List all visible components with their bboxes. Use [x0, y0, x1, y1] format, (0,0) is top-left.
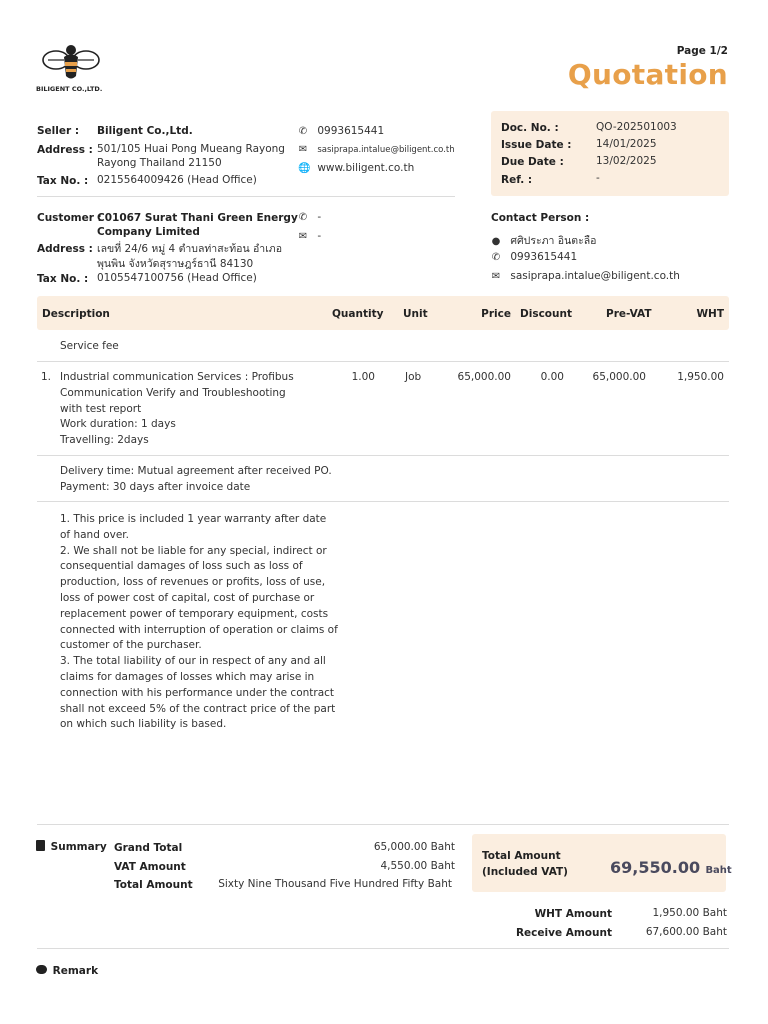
seller-address-line1: 501/105 Huai Pong Mueang Rayong	[97, 143, 285, 155]
divider	[37, 455, 729, 456]
phone-icon: ✆	[298, 212, 308, 223]
item-wht: 1,950.00	[677, 371, 724, 383]
envelope-icon: ✉	[491, 271, 501, 282]
seller-phone-row	[298, 125, 384, 137]
phone-icon: ✆	[491, 252, 501, 263]
item-quantity: 1.00	[351, 371, 375, 383]
contact-email-row	[491, 270, 680, 282]
customer-email: -	[317, 230, 322, 242]
logo-text: BILIGENT CO.,LTD.	[36, 85, 103, 93]
customer-address-line1: เลขที่ 24/6 หมู่ 4 ตำบลท่าสะท้อน อำเภอ	[97, 243, 283, 255]
user-icon: ●	[491, 236, 501, 247]
doc-no: QO-202501003	[596, 121, 677, 133]
col-discount: Discount	[520, 308, 572, 320]
customer-phone-row	[298, 211, 321, 223]
total-box-label2: (Included VAT)	[482, 866, 568, 878]
remark-heading	[36, 965, 98, 977]
terms-line: 2. We shall not be liable for any special, indirect or	[60, 544, 327, 557]
col-prevat: Pre-VAT	[606, 308, 652, 320]
divider	[37, 824, 729, 825]
seller-tax-value: 0215564009426 (Head Office)	[97, 174, 257, 186]
due-date: 13/02/2025	[596, 155, 657, 167]
doc-title: Quotation	[567, 58, 728, 91]
col-wht: WHT	[696, 308, 724, 320]
terms-line: 3. The total liability of our in respect of any and all	[60, 655, 326, 668]
customer-name-line1: C01067 Surat Thani Green Energy	[97, 212, 298, 224]
divider	[37, 361, 729, 362]
contact-label: Contact Person :	[491, 212, 590, 224]
company-logo	[36, 40, 106, 93]
delivery-line: Payment: 30 days after invoice date	[60, 481, 251, 493]
contact-phone: 0993615441	[510, 251, 578, 263]
total-box-amount: 69,550.00	[610, 858, 701, 877]
item-desc-line: Work duration: 1 days	[60, 418, 176, 430]
col-price: Price	[481, 308, 511, 320]
terms-line: shall not exceed 5% of the contract price of the part	[60, 702, 336, 715]
divider	[37, 948, 729, 949]
total-box-amount-row	[610, 858, 732, 877]
receive-amount-value: 67,600.00 Baht	[645, 926, 727, 938]
contact-email: sasiprapa.intalue@biligent.co.th	[510, 270, 680, 282]
seller-name: Biligent Co.,Ltd.	[97, 125, 193, 137]
customer-address-label: Address :	[37, 243, 93, 255]
grand-total-value: 65,000.00 Baht	[373, 841, 455, 853]
delivery-line: Delivery time: Mutual agreement after received PO.	[60, 465, 332, 477]
terms-line: claims for damages of losses which may arise in	[60, 670, 315, 683]
issue-date-label: Issue Date :	[501, 139, 572, 151]
receive-amount-label: Receive Amount	[515, 927, 612, 939]
doc-no-label: Doc. No. :	[501, 122, 559, 134]
terms-line: customer of the purchaser.	[60, 639, 202, 652]
seller-label: Seller :	[37, 125, 80, 137]
grand-total-label: Grand Total	[114, 842, 183, 854]
comment-icon	[36, 965, 47, 974]
seller-phone: 0993615441	[317, 125, 385, 137]
page-number: Page 1/2	[676, 45, 728, 57]
wht-amount-label: WHT Amount	[534, 908, 612, 920]
terms-line: on which such liability is based.	[60, 718, 227, 731]
ref-label: Ref. :	[501, 174, 533, 186]
item-price: 65,000.00	[457, 371, 511, 383]
item-desc-line: Travelling: 2days	[60, 434, 149, 446]
customer-label: Customer :	[37, 212, 102, 224]
item-desc-line: Industrial communication Services : Profibus	[60, 371, 294, 383]
terms-line: replacement power of temporary equipment, costs	[60, 607, 329, 620]
due-date-label: Due Date :	[501, 156, 564, 168]
terms-line: loss of power cost of capital, cost of purchase or	[60, 591, 315, 604]
divider	[37, 501, 729, 502]
total-amount-words: Sixty Nine Thousand Five Hundred Fifty Baht	[218, 878, 452, 890]
customer-email-row	[298, 230, 321, 242]
bee-logo-icon	[36, 40, 106, 84]
customer-name-line2: Company Limited	[97, 226, 200, 238]
terms-line: 1. This price is included 1 year warranty after date	[60, 513, 327, 525]
ref-value: -	[596, 172, 600, 184]
seller-web-row	[298, 162, 414, 174]
total-box-label1: Total Amount	[482, 850, 561, 862]
envelope-icon: ✉	[298, 231, 308, 242]
section-title: Service fee	[60, 340, 119, 352]
vat-value: 4,550.00 Baht	[380, 860, 455, 872]
seller-tax-label: Tax No. :	[37, 175, 89, 187]
customer-tax-value: 0105547100756 (Head Office)	[97, 272, 257, 284]
envelope-icon: ✉	[298, 144, 308, 155]
item-desc-line: Communication Verify and Troubleshooting	[60, 387, 286, 399]
terms-line: of hand over.	[60, 528, 129, 541]
total-amount-label: Total Amount	[114, 879, 193, 891]
customer-tax-label: Tax No. :	[37, 273, 89, 285]
item-discount: 0.00	[540, 371, 564, 383]
clipboard-icon	[36, 840, 45, 851]
item-prevat: 65,000.00	[592, 371, 646, 383]
phone-icon: ✆	[298, 126, 308, 137]
seller-email-row	[298, 143, 455, 155]
terms-block	[60, 512, 338, 733]
total-box-unit: Baht	[705, 865, 732, 876]
globe-icon: 🌐	[298, 163, 311, 174]
terms-line: connection with his performance under the contract	[60, 686, 335, 699]
item-desc-line: with test report	[60, 403, 142, 415]
contact-phone-row	[491, 251, 577, 263]
remark-label: Remark	[52, 965, 99, 977]
summary-heading	[36, 840, 107, 853]
issue-date: 14/01/2025	[596, 138, 657, 150]
seller-website: www.biligent.co.th	[317, 162, 415, 174]
wht-amount-value: 1,950.00 Baht	[652, 907, 727, 919]
contact-name-row	[491, 232, 596, 249]
col-description: Description	[42, 308, 110, 320]
col-unit: Unit	[403, 308, 428, 320]
terms-line: production, loss of revenues or profits, loss of use,	[60, 576, 326, 589]
customer-phone: -	[317, 211, 322, 223]
terms-line: consequential damages of loss such as loss of	[60, 560, 303, 573]
item-number: 1.	[41, 371, 52, 383]
col-quantity: Quantity	[332, 308, 384, 320]
summary-label: Summary	[50, 841, 107, 853]
vat-label: VAT Amount	[114, 861, 186, 873]
customer-address-line2: พุนพิน จังหวัดสุราษฎร์ธานี 84130	[97, 258, 254, 270]
seller-address-line2: Rayong Thailand 21150	[97, 157, 222, 169]
divider	[37, 196, 455, 197]
contact-name: ศศิประภา อินตะลือ	[510, 235, 597, 247]
terms-line: connected with interruption of operation or claims of	[60, 623, 338, 636]
seller-email: sasiprapa.intalue@biligent.co.th	[317, 145, 455, 155]
seller-address-label: Address :	[37, 144, 93, 156]
item-unit: Job	[405, 371, 422, 383]
